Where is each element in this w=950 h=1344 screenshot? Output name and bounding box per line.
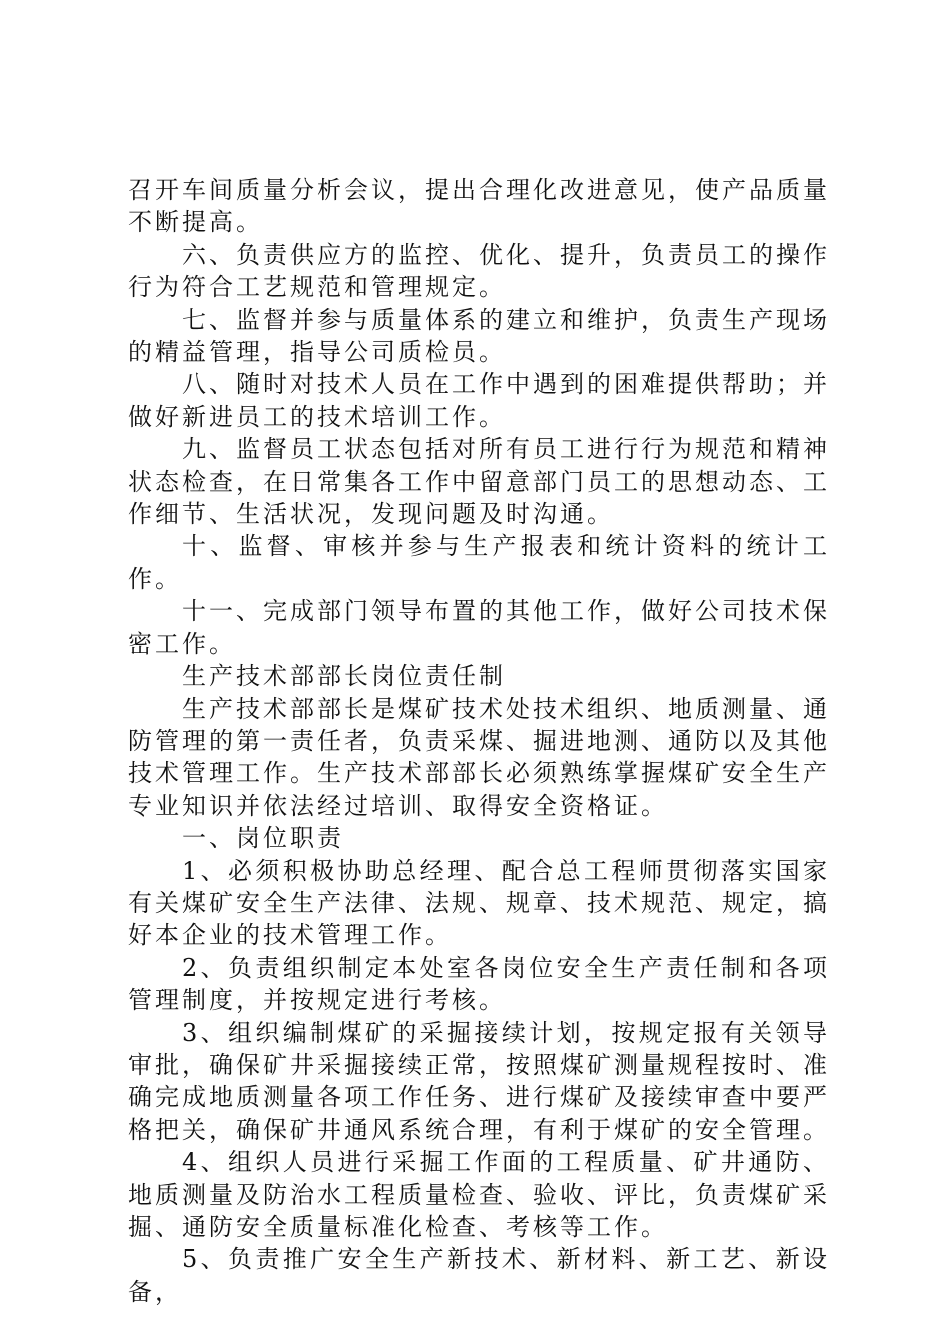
list-item: 5、负责推广安全生产新技术、新材料、新工艺、新设备， bbox=[128, 1245, 830, 1306]
list-item: 4、组织人员进行采掘工作面的工程质量、矿井通防、地质测量及防治水工程质量检查、验收、评比，负责煤矿采掘、通防安全质量标准化检查、考核等工作。 bbox=[128, 1148, 830, 1241]
list-item: 2、负责组织制定本处室各岗位安全生产责任制和各项管理制度，并按规定进行考核。 bbox=[128, 953, 830, 1015]
paragraph: 召开车间质量分析会议，提出合理化改进意见，使产品质量不断提高。 bbox=[128, 176, 830, 237]
section-heading: 一、岗位职责 bbox=[182, 824, 344, 853]
paragraph: 十、监督、审核并参与生产报表和统计资料的统计工作。 bbox=[128, 532, 830, 593]
paragraph: 六、负责供应方的监控、优化、提升，负责员工的操作行为符合工艺规范和管理规定。 bbox=[128, 240, 830, 302]
paragraph: 生产技术部部长是煤矿技术处技术组织、地质测量、通防管理的第一责任者，负责采煤、掘进地测、通防以及其他技术管理工作。生产技术部部长必须熟练掌握煤矿安全生产专业知识并依法经过培训、取得安全资格证。 bbox=[128, 694, 830, 820]
paragraph: 十一、完成部门领导布置的其他工作，做好公司技术保密工作。 bbox=[128, 597, 830, 658]
section-title: 生产技术部部长岗位责任制 bbox=[182, 662, 506, 691]
document-body bbox=[128, 174, 830, 1308]
list-item: 1、必须积极协助总经理、配合总工程师贯彻落实国家有关煤矿安全生产法律、法规、规章、技术规范、规定，搞好本企业的技术管理工作。 bbox=[128, 856, 830, 950]
paragraph: 九、监督员工状态包括对所有员工进行行为规范和精神状态检查，在日常集各工作中留意部门员工的思想动态、工作细节、生活状况，发现问题及时沟通。 bbox=[128, 435, 830, 529]
paragraph: 七、监督并参与质量体系的建立和维护，负责生产现场的精益管理，指导公司质检员。 bbox=[128, 305, 830, 367]
list-item: 3、组织编制煤矿的采掘接续计划，按规定报有关领导审批，确保矿井采掘接续正常，按照煤矿测量规程按时、准确完成地质测量各项工作任务、进行煤矿及接续审查中要严格把关，确保矿井通风系统合理，有利于煤矿的安全管理。 bbox=[128, 1018, 830, 1144]
paragraph: 八、随时对技术人员在工作中遇到的困难提供帮助；并做好新进员工的技术培训工作。 bbox=[128, 370, 830, 431]
